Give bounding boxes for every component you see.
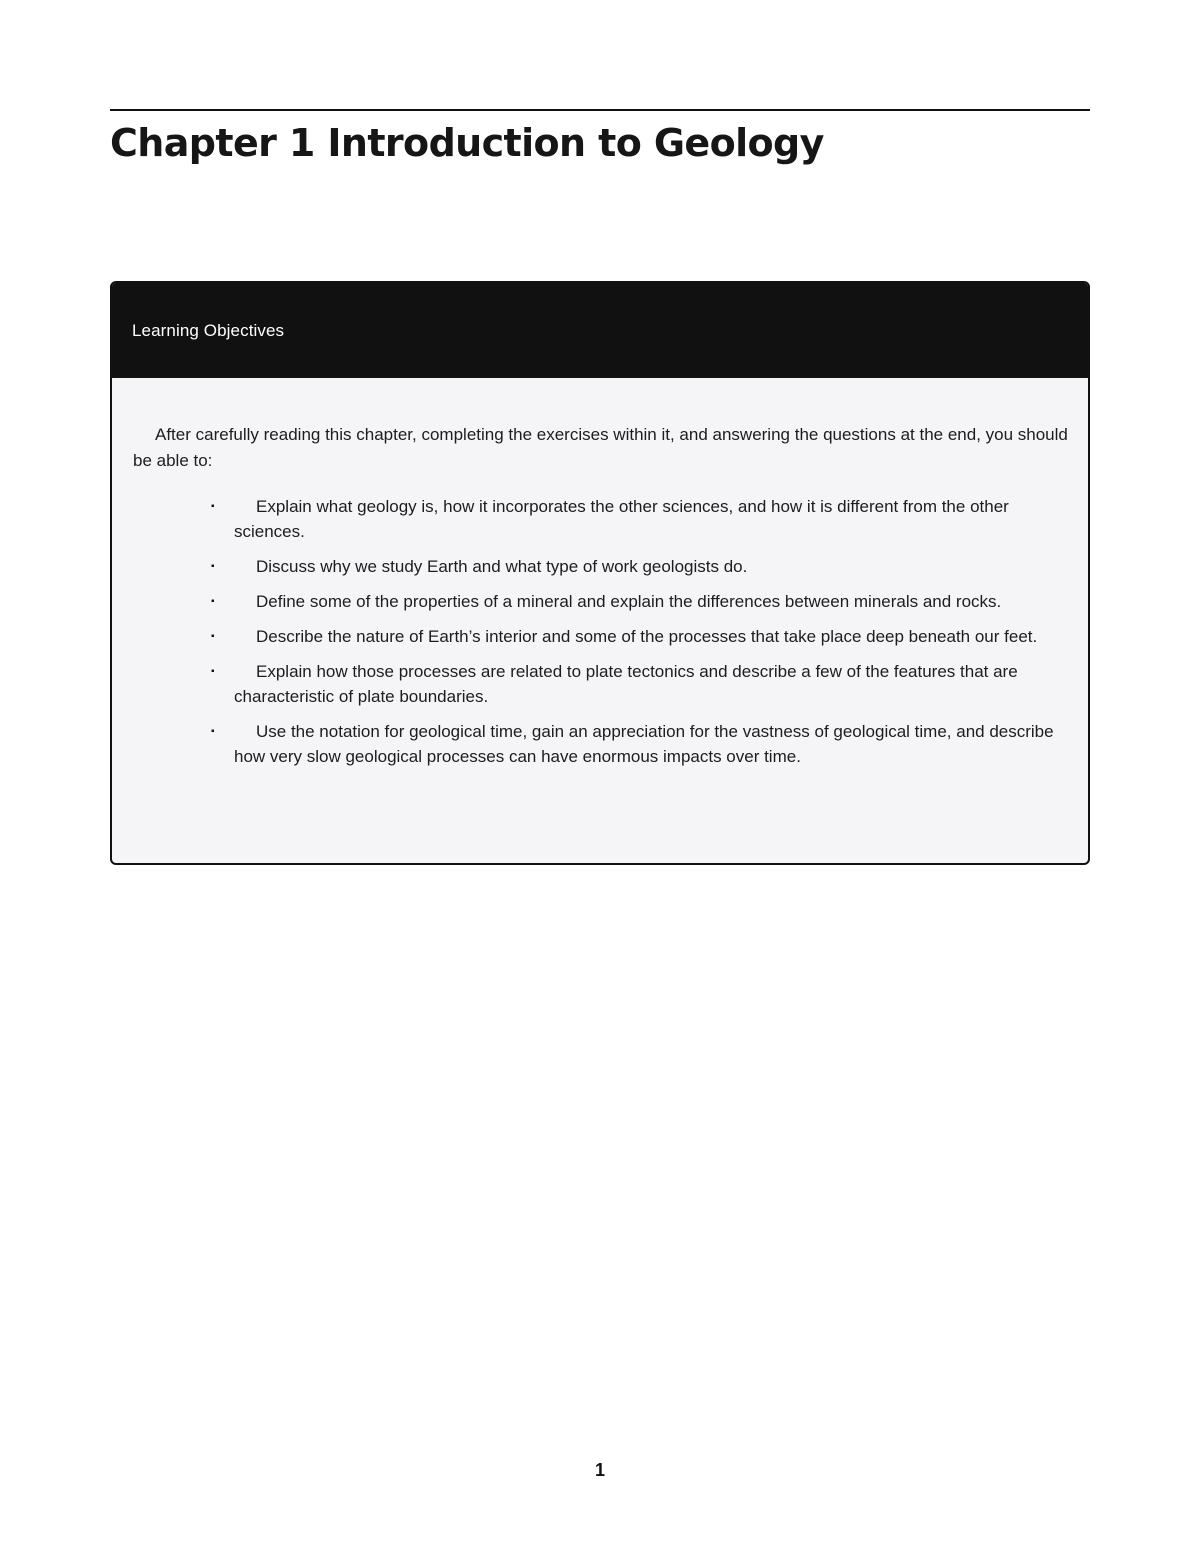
square-bullet-icon: ▪ (211, 501, 215, 512)
objective-text: Describe the nature of Earth’s interior and some of the processes that take place deep beneath our feet. (256, 627, 1038, 646)
square-bullet-icon: ▪ (211, 596, 215, 607)
square-bullet-icon: ▪ (211, 631, 215, 642)
learning-objectives-box (110, 281, 1090, 865)
square-bullet-icon: ▪ (211, 726, 215, 737)
objective-text: Explain what geology is, how it incorporates the other sciences, and how it is different from the other sciences. (234, 497, 1009, 541)
learning-objectives-header (112, 283, 1088, 378)
objective-text: Explain how those processes are related to plate tectonics and describe a few of the features that are characteristic of plate boundaries. (234, 662, 1018, 706)
objective-list (133, 494, 1068, 769)
square-bullet-icon: ▪ (211, 666, 215, 677)
objective-text: Use the notation for geological time, gain an appreciation for the vastness of geological time, and describe how very slow geological processes can have enormous impacts over time. (234, 722, 1054, 766)
objective-item (211, 719, 1068, 769)
objective-item (211, 659, 1068, 709)
objective-item (211, 624, 1068, 649)
objective-item (211, 554, 1068, 579)
chapter-top-rule (110, 109, 1090, 111)
learning-objectives-title: Learning Objectives (132, 320, 285, 340)
learning-objectives-body (112, 378, 1088, 769)
objective-text: Discuss why we study Earth and what type of work geologists do. (256, 557, 748, 576)
objective-item (211, 494, 1068, 544)
chapter-title: Chapter 1 Introduction to Geology (110, 121, 824, 165)
objective-item (211, 589, 1068, 614)
learning-objectives-intro: After carefully reading this chapter, completing the exercises within it, and answering the questions at the end, you should be able to: (133, 425, 1068, 470)
objective-text: Define some of the properties of a mineral and explain the differences between minerals and rocks. (256, 592, 1002, 611)
square-bullet-icon: ▪ (211, 561, 215, 572)
page-number: 1 (594, 1460, 605, 1480)
